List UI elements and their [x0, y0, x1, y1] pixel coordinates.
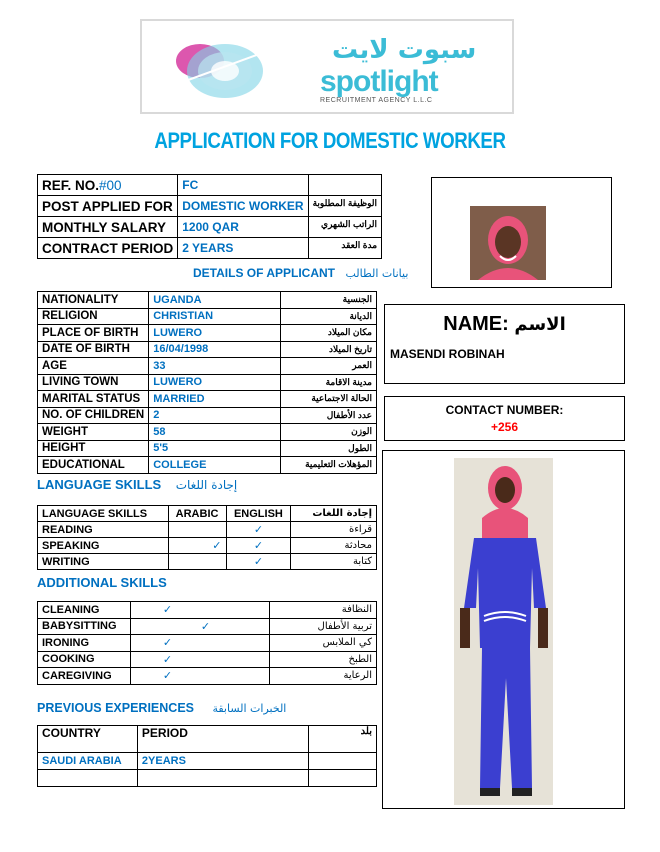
skill-arabic: كي الملابس [270, 635, 377, 652]
details-arabic: الجنسية [281, 292, 377, 309]
language-table [37, 505, 377, 570]
logo-disc-icon [170, 33, 266, 103]
details-label: WEIGHT [38, 424, 149, 441]
table-row: POST APPLIED FOR DOMESTIC WORKER الوظيفة المطلوبة [38, 196, 382, 217]
contact-value: +256 [490, 420, 519, 434]
table-row: READING ✓ قراءة [38, 522, 377, 538]
check-icon: ✓ [226, 554, 291, 570]
skill-arabic: النظافة [270, 602, 377, 619]
contact-box [384, 396, 625, 441]
contact-label: CONTACT NUMBER: [445, 403, 564, 417]
details-heading: DETAILS OF APPLICANT بيانات الطالب [193, 266, 409, 280]
details-value: 5'5 [149, 440, 281, 457]
details-arabic: تاريخ الميلاد [281, 341, 377, 358]
table-row [38, 325, 377, 342]
table-row [38, 651, 377, 668]
skill-label: IRONING [38, 635, 131, 652]
table-row [38, 374, 377, 391]
details-value: UGANDA [149, 292, 281, 309]
table-row [38, 292, 377, 309]
table-row [38, 391, 377, 408]
check-icon: ✓ [130, 602, 269, 619]
details-value: 2 [149, 407, 281, 424]
table-row [38, 341, 377, 358]
table-row [38, 602, 377, 619]
table-row: CONTRACT PERIOD 2 YEARS مدة العقد [38, 238, 382, 259]
skill-label: CLEANING [38, 602, 131, 619]
check-icon: ✓ [226, 538, 291, 554]
header-table [37, 174, 382, 259]
table-row [38, 424, 377, 441]
check-icon: ✓ [130, 618, 269, 635]
check-icon: ✓ [130, 668, 269, 685]
details-label: AGE [38, 358, 149, 375]
check-icon: ✓ [168, 538, 226, 554]
name-arabic-label: الاسم [514, 314, 566, 335]
skill-arabic: الرعاية [270, 668, 377, 685]
table-row: MONTHLY SALARY 1200 QAR الراتب الشهري [38, 217, 382, 238]
details-label: MARITAL STATUS [38, 391, 149, 408]
details-arabic: الوزن [281, 424, 377, 441]
additional-skills-heading: ADDITIONAL SKILLS [37, 575, 167, 590]
details-arabic: العمر [281, 358, 377, 375]
skill-label: COOKING [38, 651, 131, 668]
skill-label: CAREGIVING [38, 668, 131, 685]
details-label: DATE OF BIRTH [38, 341, 149, 358]
table-row [38, 407, 377, 424]
table-row: SPEAKING ✓ ✓ محادثة [38, 538, 377, 554]
check-icon: ✓ [226, 522, 291, 538]
name-box [384, 304, 625, 384]
details-label: RELIGION [38, 308, 149, 325]
details-value: LUWERO [149, 325, 281, 342]
table-row: SAUDI ARABIA 2YEARS [38, 753, 377, 770]
experience-heading: PREVIOUS EXPERIENCES الخبرات السابقة [37, 701, 287, 715]
language-heading: LANGUAGE SKILLS إجادة اللغات [37, 477, 238, 492]
skill-label: BABYSITTING [38, 618, 131, 635]
details-arabic: مكان الميلاد [281, 325, 377, 342]
table-header-row: COUNTRY PERIOD بلد [38, 726, 377, 753]
company-logo [140, 19, 514, 114]
check-icon: ✓ [130, 651, 269, 668]
additional-skills-table [37, 601, 377, 685]
details-value: 33 [149, 358, 281, 375]
details-label: EDUCATIONAL [38, 457, 149, 474]
table-row [38, 308, 377, 325]
details-arabic: مدينة الاقامة [281, 374, 377, 391]
details-label: HEIGHT [38, 440, 149, 457]
salary-value: 1200 QAR [178, 217, 308, 238]
details-arabic: الطول [281, 440, 377, 457]
table-row [38, 668, 377, 685]
logo-tagline: RECRUITMENT AGENCY L.L.C [320, 97, 433, 104]
applicant-name: MASENDI ROBINAH [390, 347, 505, 361]
name-label: NAME: [443, 313, 509, 335]
experience-table [37, 725, 377, 787]
logo-arabic-name: سبوت لايت [332, 35, 477, 65]
table-row [38, 770, 377, 787]
details-label: NATIONALITY [38, 292, 149, 309]
details-arabic: المؤهلات التعليمية [281, 457, 377, 474]
details-arabic: الديانة [281, 308, 377, 325]
details-value: 16/04/1998 [149, 341, 281, 358]
post-applied-value: DOMESTIC WORKER [178, 196, 308, 217]
details-label: NO. OF CHILDREN [38, 407, 149, 424]
skill-arabic: تربية الأطفال [270, 618, 377, 635]
headshot-photo [470, 206, 546, 280]
details-arabic: عدد الأطفال [281, 407, 377, 424]
details-value: MARRIED [149, 391, 281, 408]
ref-no-label: REF. NO.#00 [38, 175, 178, 196]
check-icon: ✓ [130, 635, 269, 652]
table-row [38, 457, 377, 474]
details-value: LUWERO [149, 374, 281, 391]
details-value: 58 [149, 424, 281, 441]
ref-no-value: FC [178, 175, 308, 196]
page-title: APPLICATION FOR DOMESTIC WORKER [154, 128, 506, 153]
full-photo-box [382, 450, 625, 809]
table-row [38, 440, 377, 457]
full-body-photo [454, 458, 553, 805]
table-row [38, 635, 377, 652]
contract-period-value: 2 YEARS [178, 238, 308, 259]
logo-brand: spotlight [320, 65, 438, 98]
details-arabic: الحالة الاجتماعية [281, 391, 377, 408]
headshot-box [431, 177, 612, 288]
table-row [38, 175, 382, 196]
details-label: PLACE OF BIRTH [38, 325, 149, 342]
table-header-row: LANGUAGE SKILLS ARABIC ENGLISH إجادة اللغات [38, 506, 377, 522]
table-row [38, 358, 377, 375]
table-row: WRITING ✓ كتابة [38, 554, 377, 570]
details-value: CHRISTIAN [149, 308, 281, 325]
skill-arabic: الطبخ [270, 651, 377, 668]
details-table [37, 291, 377, 474]
table-row [38, 618, 377, 635]
details-value: COLLEGE [149, 457, 281, 474]
details-label: LIVING TOWN [38, 374, 149, 391]
